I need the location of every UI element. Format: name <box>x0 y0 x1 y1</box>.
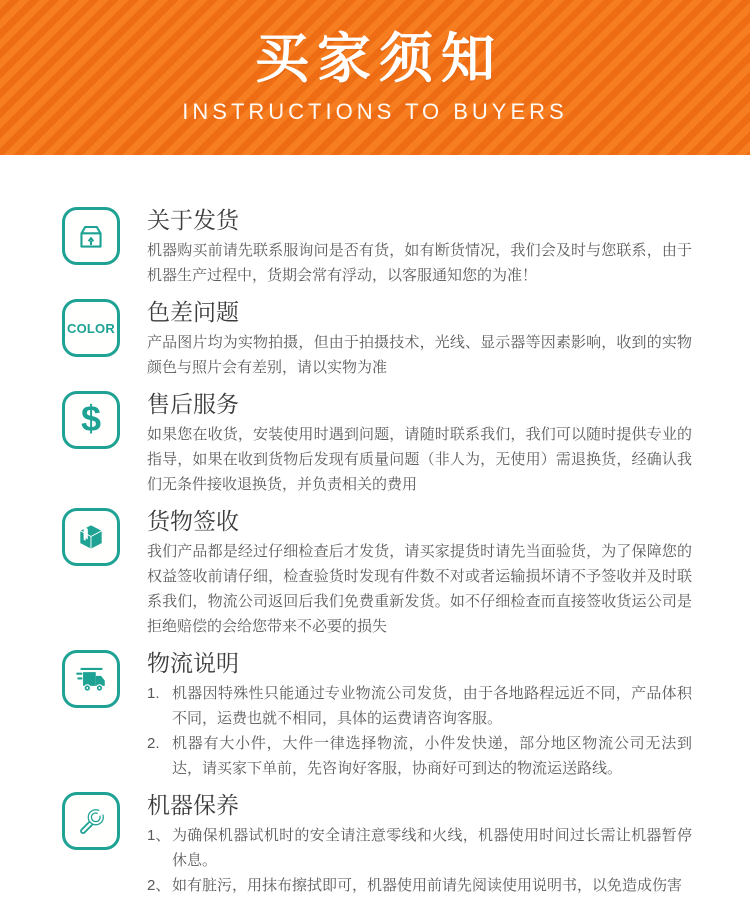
dollar-icon <box>62 391 120 449</box>
section-title: 机器保养 <box>147 792 239 818</box>
dollar-icon-label: $ <box>80 398 102 439</box>
list-item <box>147 823 692 873</box>
section-maintenance <box>62 792 692 898</box>
section-body: 如果您在收货，安装使用时遇到问题，请随时联系我们，我们可以随时提供专业的指导，如果在收到货物后发现有质量问题（非人为，无使用）需退换货，经确认我们无条件接收退换货，并负责相关的费用 <box>147 426 692 493</box>
list-marker: 1、 <box>147 827 171 844</box>
wrench-icon <box>62 792 120 850</box>
section-title: 色差问题 <box>147 299 239 325</box>
package-3d-icon <box>62 508 120 566</box>
page-title: 买家须知 <box>255 28 503 89</box>
section-title: 关于发货 <box>147 207 239 233</box>
list-item <box>147 681 692 731</box>
section-goods-receipt <box>62 508 692 639</box>
section-logistics <box>62 650 692 781</box>
section-after-sales <box>62 391 692 497</box>
section-title: 物流说明 <box>147 650 239 676</box>
list-text: 为确保机器试机时的安全请注意零线和火线，机器使用时间过长需让机器暂停休息。 <box>172 827 692 869</box>
section-shipping <box>62 207 692 288</box>
page-header <box>0 0 750 155</box>
sections-list <box>0 155 750 898</box>
list-text: 如有脏污，用抹布擦拭即可，机器使用前请先阅读使用说明书，以免造成伤害 <box>172 877 683 894</box>
section-body: 机器购买前请先联系服询问是否有货，如有断货情况，我们会及时与您联系，由于机器生产过程中，货期会常有浮动，以客服通知您的为准！ <box>147 242 692 284</box>
shipping-box-icon <box>62 207 120 265</box>
list-item <box>147 873 692 898</box>
list-text: 机器因特殊性只能通过专业物流公司发货，由于各地路程远近不同，产品体积不同，运费也就不相同，具体的运费请咨询客服。 <box>172 685 692 727</box>
section-title: 货物签收 <box>147 508 239 534</box>
list-marker: 2. <box>147 735 160 752</box>
section-body: 我们产品都是经过仔细检查后才发货，请买家提货时请先当面验货，为了保障您的权益签收前请仔细，检查验货时发现有件数不对或者运输损坏请不予签收并及时联系我们，物流公司返回后我们免费重新发货。如不仔细检查而直接签收货运公司是拒绝赔偿的会给您带来不必要的损失 <box>147 543 692 635</box>
list-text: 机器有大小件，大件一律选择物流，小件发快递，部分地区物流公司无法到达，请买家下单前，先咨询好客服，协商好可到达的物流运送路线。 <box>172 735 692 777</box>
list-item <box>147 731 692 781</box>
truck-icon <box>62 650 120 708</box>
section-body: 产品图片均为实物拍摄，但由于拍摄技术，光线、显示器等因素影响，收到的实物颜色与照片会有差别，请以实物为准 <box>147 334 692 376</box>
list-marker: 2、 <box>147 877 171 894</box>
page-subtitle: INSTRUCTIONS TO BUYERS <box>182 99 568 125</box>
color-icon <box>62 299 120 357</box>
list-marker: 1. <box>147 685 160 702</box>
color-icon-label: COLOR <box>67 320 115 336</box>
section-color-difference <box>62 299 692 380</box>
section-title: 售后服务 <box>147 391 239 417</box>
